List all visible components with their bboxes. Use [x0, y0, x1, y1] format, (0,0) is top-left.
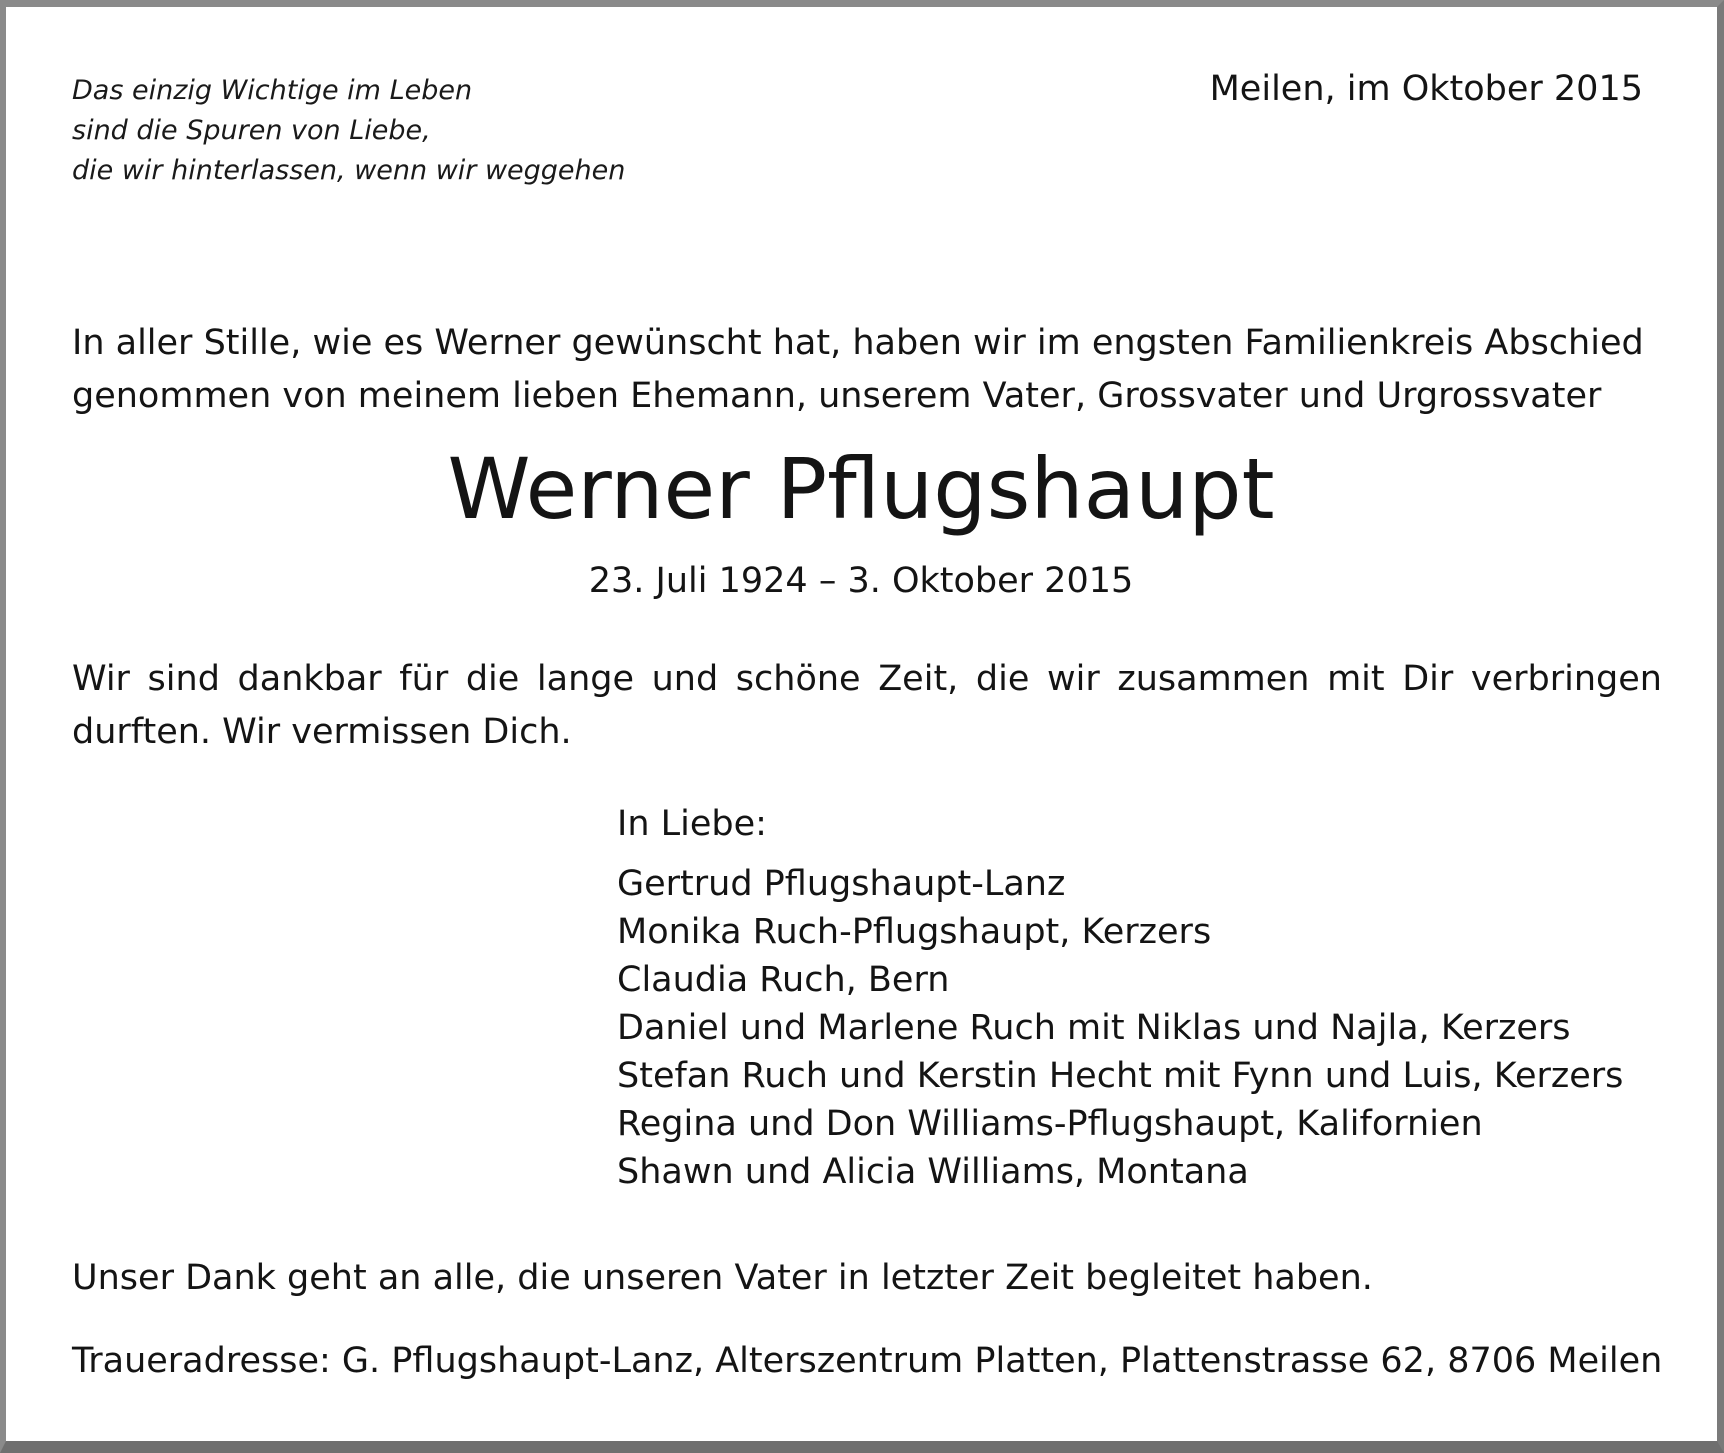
motto-quote	[72, 71, 772, 191]
signatory: Monika Ruch-Pflugshaupt, Kerzers	[617, 912, 1212, 952]
gratitude-paragraph: Wir sind dankbar für die lange und schöne Zeit, die wir zusammen mit Dir verbringen durften. Wir vermissen Dich.	[72, 659, 1662, 752]
motto-line: Das einzig Wichtige im Leben	[72, 75, 473, 106]
signatory: Stefan Ruch und Kerstin Hecht mit Fynn und Luis, Kerzers	[617, 1056, 1624, 1096]
intro-line: genommen von meinem lieben Ehemann, unserem Vater, Grossvater und Urgrossvater	[72, 376, 1602, 416]
motto-line: die wir hinterlassen, wenn wir weggehen	[72, 155, 626, 186]
signatory: Regina und Don Williams-Pflugshaupt, Kalifornien	[617, 1104, 1483, 1144]
deceased-name: Werner Pflugshaupt	[447, 440, 1275, 538]
signatory: Shawn und Alicia Williams, Montana	[617, 1152, 1249, 1192]
mourning-address: Traueradresse: G. Pflugshaupt-Lanz, Alterszentrum Platten, Plattenstrasse 62, 8706 Meilen	[72, 1341, 1663, 1381]
life-dates: 23. Juli 1924 – 3. Oktober 2015	[588, 561, 1134, 601]
intro-line: In aller Stille, wie es Werner gewünscht hat, haben wir im engsten Familienkreis Abschied	[72, 323, 1644, 363]
place-date: Meilen, im Oktober 2015	[1209, 69, 1643, 109]
signatories-list	[617, 860, 1623, 1196]
signatory: Claudia Ruch, Bern	[617, 960, 950, 1000]
motto-line: sind die Spuren von Liebe,	[72, 115, 431, 146]
signatory: Daniel und Marlene Ruch mit Niklas und Najla, Kerzers	[617, 1008, 1571, 1048]
intro-paragraph	[72, 317, 1672, 423]
signatory: Gertrud Pflugshaupt-Lanz	[617, 864, 1066, 904]
signoff: In Liebe:	[617, 804, 767, 844]
thanks-line: Unser Dank geht an alle, die unseren Vater in letzter Zeit begleitet haben.	[72, 1258, 1373, 1298]
